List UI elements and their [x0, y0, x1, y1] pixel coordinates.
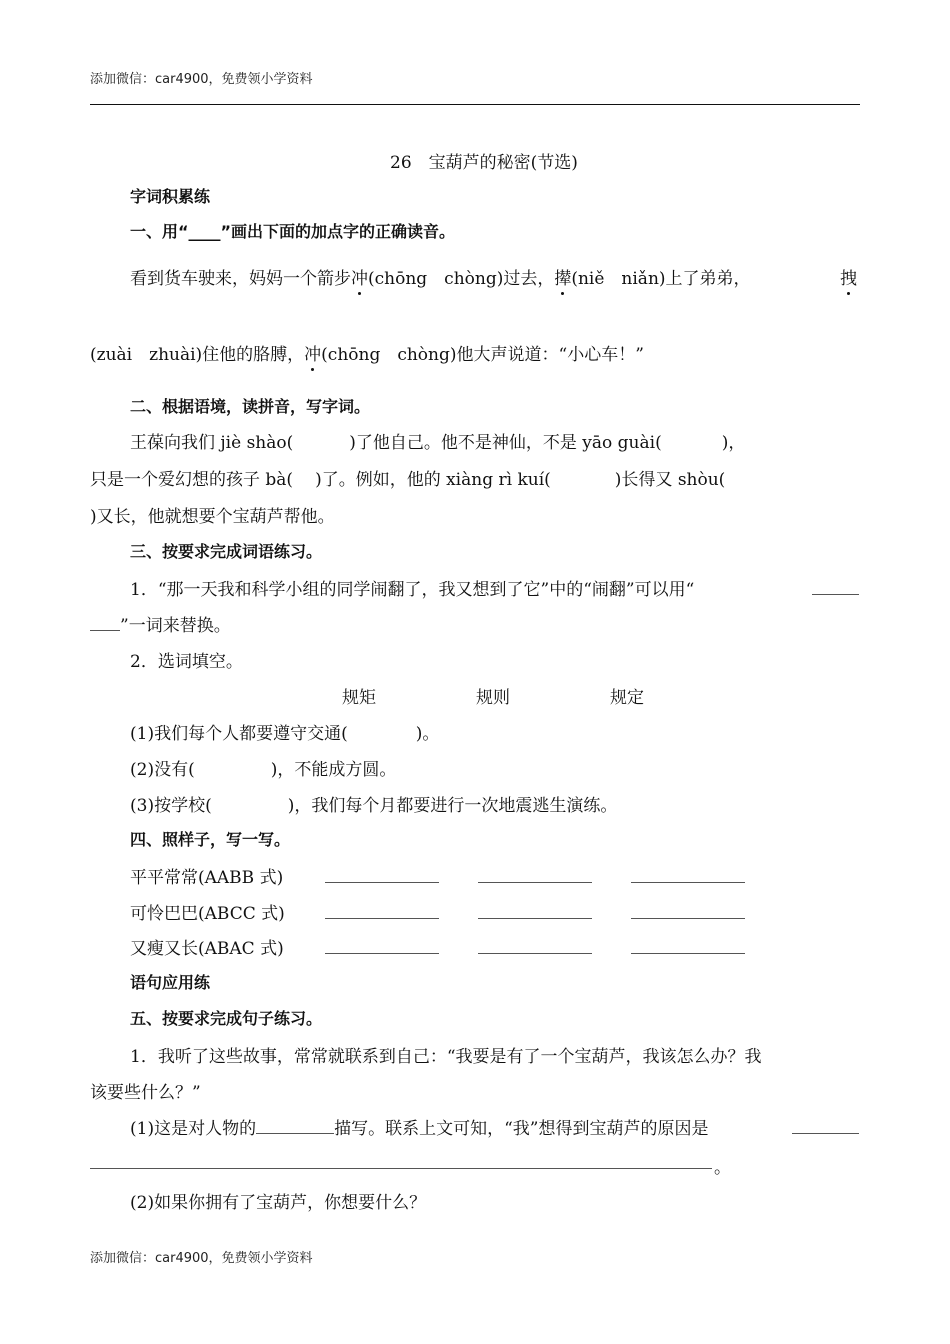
page-header: 添加微信：car4900，免费领小学资料	[90, 72, 313, 87]
pattern-example-3: 又瘦又长(ABAC 式)	[130, 939, 284, 959]
answer-line[interactable]	[325, 918, 439, 919]
q3-text: (2)没有(	[130, 760, 195, 780]
question-2-line-3: )又长，他就想要个宝葫芦帮他。	[90, 507, 335, 527]
lesson-title: 26 宝葫芦的秘密(节选)	[390, 153, 578, 173]
question-3-item-2: 2．选词填空。	[130, 652, 243, 672]
page-footer: 添加微信：car4900，免费领小学资料	[90, 1251, 313, 1266]
q1-pinyin-options[interactable]: (niě niǎn)上了弟弟，	[571, 269, 751, 289]
answer-line[interactable]	[478, 953, 592, 954]
section-sentences: 语句应用练	[130, 973, 211, 992]
q3-text: )，我们每个月都要进行一次地震逃生演练。	[287, 796, 618, 816]
word-option-3: 规定	[610, 688, 644, 708]
question-2-line-2	[90, 465, 725, 490]
q2-text: 王葆向我们 jiè shào(	[130, 433, 294, 453]
q2-text: )了他自己。他不是神仙，不是 yāo guài(	[349, 433, 662, 453]
question-2-line-1	[130, 428, 745, 453]
word-option-2: 规则	[476, 688, 510, 708]
answer-line[interactable]	[90, 1168, 712, 1169]
question-1-title: 一、用“____”画出下面的加点字的正确读音。	[130, 222, 456, 241]
answer-line[interactable]	[812, 594, 859, 595]
answer-line[interactable]	[478, 882, 592, 883]
fill-sentence-1	[130, 719, 439, 744]
answer-line[interactable]	[478, 918, 592, 919]
q5-text: (1)这是对人物的	[130, 1119, 257, 1139]
answer-line[interactable]	[631, 953, 745, 954]
question-3-item-1: 1．“那一天我和科学小组的同学闹翻了，我又想到了它”中的“闹翻”可以用“	[130, 580, 695, 600]
q3-text: ”一词来替换。	[120, 616, 231, 636]
dotted-char: 冲	[304, 340, 321, 365]
question-3-title: 三、按要求完成词语练习。	[130, 542, 323, 561]
dotted-char: 拽	[840, 264, 857, 289]
q2-text: )长得又 shòu(	[614, 470, 726, 490]
header-rule	[90, 104, 860, 105]
q2-text: )了。例如，他的 xiàng rì kuí(	[315, 470, 551, 490]
q2-text: 只是一个爱幻想的孩子 bà(	[90, 470, 294, 490]
question-1-line-1	[130, 264, 751, 289]
question-2-title: 二、根据语境，读拼音，写字词。	[130, 397, 371, 416]
pattern-example-2: 可怜巴巴(ABCC 式)	[130, 904, 285, 924]
answer-line[interactable]	[325, 953, 439, 954]
q3-text: (3)按学校(	[130, 796, 212, 816]
answer-line[interactable]	[631, 918, 745, 919]
q3-text: )，不能成方圆。	[270, 760, 397, 780]
answer-line[interactable]	[325, 882, 439, 883]
q1-pinyin-options[interactable]: (chōng chòng)他大声说道：“小心车！”	[321, 345, 644, 365]
question-5-sub-2: (2)如果你拥有了宝葫芦，你想要什么？	[130, 1193, 427, 1213]
word-option-1: 规矩	[342, 688, 376, 708]
q3-text: (1)我们每个人都要遵守交通(	[130, 724, 348, 744]
q2-text: )，	[721, 433, 746, 453]
question-5-sub-1	[130, 1114, 708, 1139]
dotted-char: 撵	[554, 264, 571, 289]
answer-line[interactable]	[90, 629, 120, 631]
question-3-item-1-cont	[90, 611, 231, 636]
q1-text: 看到货车驶来，妈妈一个箭步	[130, 269, 351, 289]
question-4-title: 四、照样子，写一写。	[130, 830, 291, 849]
question-1-line-1-end	[840, 264, 857, 289]
question-1-line-2	[90, 340, 644, 365]
question-5-title: 五、按要求完成句子练习。	[130, 1009, 323, 1028]
q3-text: )。	[415, 724, 440, 744]
q1-pinyin-options[interactable]: (zuài zhuài)住他的胳膊，	[90, 345, 305, 365]
period-mark: 。	[714, 1158, 731, 1178]
answer-line[interactable]	[256, 1132, 334, 1134]
dotted-char: 冲	[351, 264, 368, 289]
answer-line[interactable]	[631, 882, 745, 883]
fill-sentence-2	[130, 755, 396, 780]
answer-line[interactable]	[792, 1133, 859, 1134]
q1-pinyin-options[interactable]: (chōng chòng)过去，	[368, 269, 555, 289]
pattern-example-1: 平平常常(AABB 式)	[130, 868, 284, 888]
q5-text: 描写。联系上文可知，“我”想得到宝葫芦的原因是	[334, 1119, 709, 1139]
question-5-item-1-cont: 该要些什么？”	[90, 1083, 201, 1103]
question-5-item-1: 1．我听了这些故事，常常就联系到自己：“我要是有了一个宝葫芦，我该怎么办？我	[130, 1047, 762, 1067]
fill-sentence-3	[130, 791, 617, 816]
section-vocabulary: 字词积累练	[130, 187, 211, 206]
